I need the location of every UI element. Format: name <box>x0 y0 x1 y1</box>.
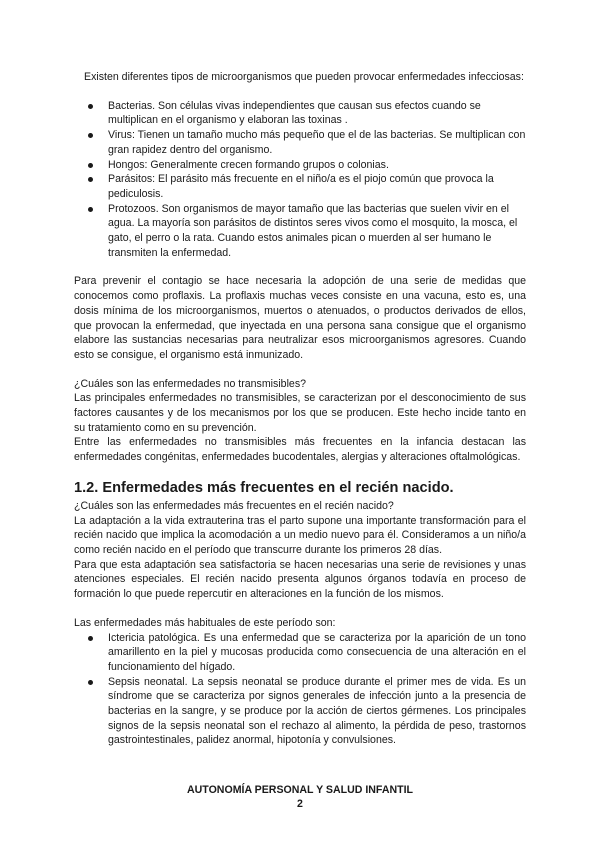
list-item: Protozoos. Son organismos de mayor tamaño que las bacterias que suelen vivir en el agua. La mayoría son parásitos de distintos seres vivos como el mosquito, la mosca, el gato, el perro o la rata. Cuando estos animales pican o muerden al ser humano le transmiten la enfermedad. <box>108 202 526 261</box>
list-item: Parásitos: El parásito más frecuente en el niño/a es el piojo común que provoca la pediculosis. <box>108 172 526 201</box>
page-content <box>74 70 526 748</box>
intro-paragraph: Existen diferentes tipos de microorganismos que pueden provocar enfermedades infecciosas: <box>84 71 524 83</box>
list-item: Virus: Tienen un tamaño mucho más pequeño que el de las bacterias. Se multiplican con gran rapidez dentro del organismo. <box>108 129 526 156</box>
non-transmissible-paragraph-1: Las principales enfermedades no transmisibles, se caracterizan por el desconocimiento de sus factores causantes y de los mecanismos por los que se producen. Este hecho incide tanto en su tratamiento como en su prevención. <box>74 392 526 434</box>
common-diseases-list <box>74 631 526 749</box>
section-heading: 1.2. Enfermedades más frecuentes en el recién nacido. <box>74 479 454 496</box>
footer-title: AUTONOMÍA PERSONAL Y SALUD INFANTIL <box>186 784 414 796</box>
newborn-question: ¿Cuáles son las enfermedades más frecuentes en el recién nacido? <box>74 499 394 512</box>
newborn-paragraph-2: Para que esta adaptación sea satisfactoria se hacen necesarias una serie de revisiones y unas atenciones especiales. El recién nacido presenta algunos órganos todavía en proceso de formación lo que puede repercutir en alteraciones en la función de los mismos. <box>74 558 526 601</box>
non-transmissible-paragraph-2: Entre las enfermedades no transmisibles más frecuentes en la infancia destacan las enfermedades congénitas, enfermedades bucodentales, alergias y alteraciones oftalmológicas. <box>74 436 526 464</box>
list-item: Sepsis neonatal. La sepsis neonatal se produce durante el primer mes de vida. Es un síndrome que se caracteriza por signos generales de infección junto a la presencia de bacterias en la sangre, y se produce por la acción de ciertos gérmenes. Los principales signos de la sepsis neonatal son el rechazo al alimento, la pérdida de peso, trastornos gastrointestinales, palidez anormal, hipotonía y convulsiones. <box>108 675 526 747</box>
common-diseases-intro: Las enfermedades más habituales de este período son: <box>74 616 336 629</box>
list-item: Hongos: Generalmente crecen formando grupos o colonias. <box>108 158 526 173</box>
microorganism-list <box>74 99 526 261</box>
page-number: 2 <box>297 798 303 810</box>
newborn-paragraph-1: La adaptación a la vida extrauterina tras el parto supone una importante transformación para el recién nacido que implica la acomodación a un medio nuevo para él. Consideramos a un niño/a como recién nacido en el período que transcurre durante los primeros 28 días. <box>74 514 526 556</box>
list-item: Ictericia patológica. Es una enfermedad que se caracteriza por la aparición de un tono amarillento en la piel y mucosas producida como consecuencia de una alteración en el funcionamiento del hígado. <box>108 631 526 673</box>
prophylaxis-paragraph: Para prevenir el contagio se hace necesaria la adopción de una serie de medidas que conocemos como proflaxis. La proflaxis muchas veces consiste en una vacuna, esto es, una dosis mínima de los microorganismos, muertos o atenuados, o productos derivados de ellos, que provocan la enfermedad, que inyectada en una persona sana consigue que el organismo elabore las sustancias necesarias para neutralizar esos microorganismos agresores. Cuando esto se consigue, el organismo está inmunizado. <box>74 275 526 361</box>
list-item: Bacterias. Son células vivas independientes que causan sus efectos cuando se multiplican en el organismo y elaboran las toxinas . <box>108 99 526 128</box>
non-transmissible-question: ¿Cuáles son las enfermedades no transmisibles? <box>74 377 307 390</box>
